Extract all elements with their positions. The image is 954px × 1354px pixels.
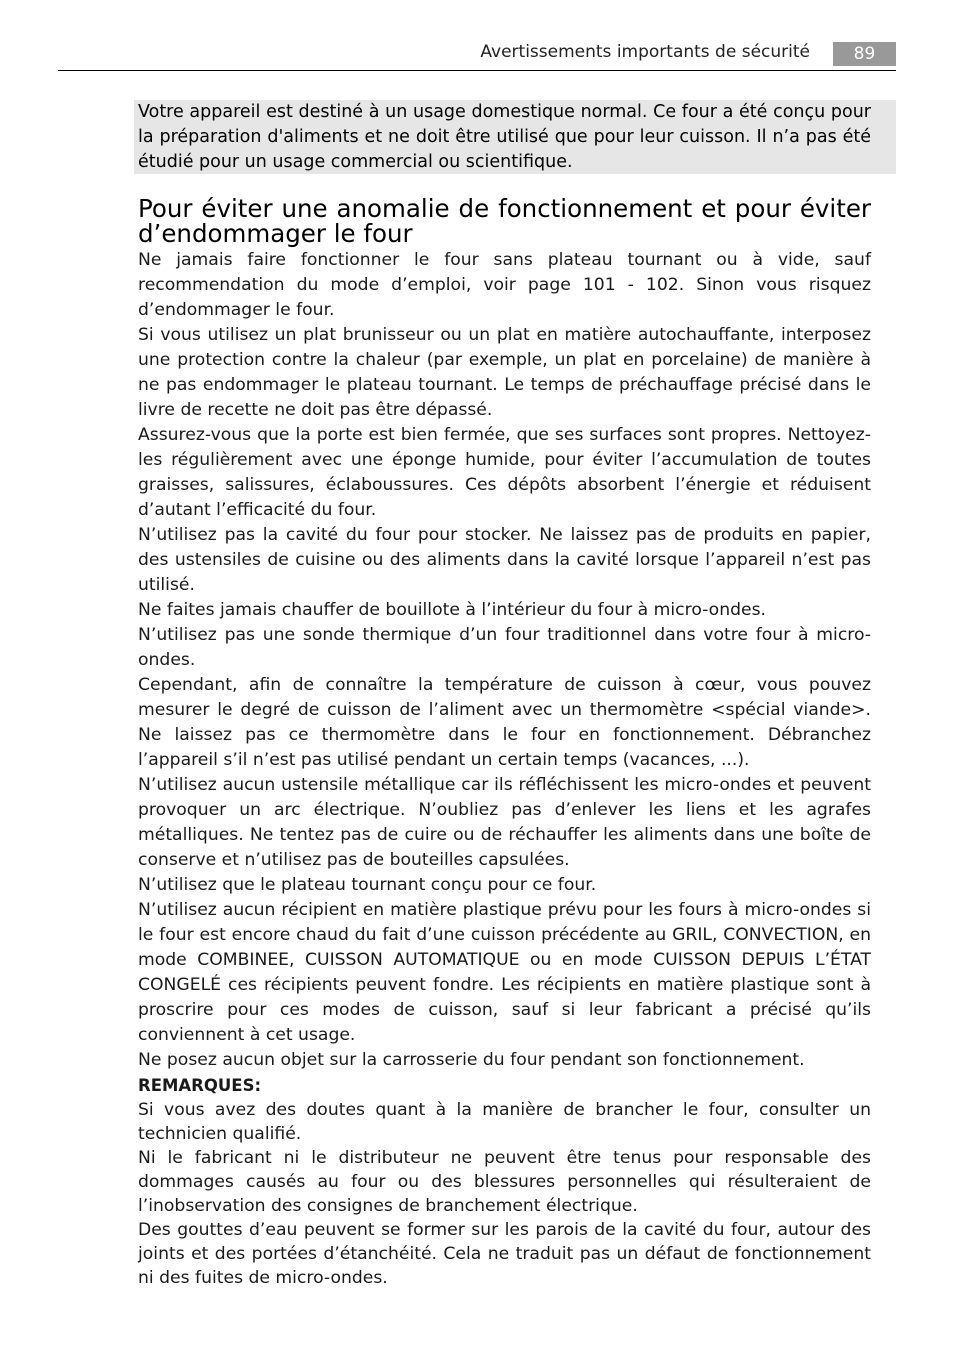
page-number-badge: 89: [833, 42, 896, 66]
paragraph: Ne posez aucun objet sur la carrosserie du four pendant son fonctionnement.: [138, 1050, 805, 1070]
page-header: [58, 40, 896, 71]
paragraph: Ne faites jamais chauffer de bouillote à l’intérieur du four à micro-ondes.: [138, 600, 766, 620]
header-title: Avertissements importants de sécurité: [480, 42, 810, 62]
paragraph: N’utilisez aucun récipient en matière plastique prévu pour les fours à micro-ondes si le four est encore chaud du fait d’une cuisson précédente au GRIL, CONVECTION, en mode COMBINEE, CUISSON AUTOMATIQUE ou en mode CUISSON DEPUIS L’ÉTAT CONGELÉ ces récipients peuvent fondre. Les récipients en matière plastique sont à proscrire pour ces modes de cuisson, sauf si leur fabricant a précisé qu’ils conviennent à cet usage.: [138, 900, 871, 1045]
usage-notice-text: Votre appareil est destiné à un usage domestique normal. Ce four a été conçu pour la préparation d'aliments et ne doit être utilisé que pour leur cuisson. Il n’a pas été étudié pour un usage commercial ou scientifique.: [138, 102, 871, 172]
section-body: [138, 248, 871, 1290]
remarks-heading: REMARQUES:: [138, 1076, 262, 1095]
paragraph: Cependant, afin de connaître la température de cuisson à cœur, vous pouvez mesurer le degré de cuisson de l’aliment avec un thermomètre <spécial viande>. Ne laissez pas ce thermomètre dans le four en fonctionnement. Débranchez l’appareil s’il n’est pas utilisé pendant un certain temps (vacances, ...).: [138, 675, 871, 770]
paragraph: Assurez-vous que la porte est bien fermée, que ses surfaces sont propres. Nettoyez-les régulièrement avec une éponge humide, pour éviter l’accumulation de toutes graisses, salissures, éclaboussures. Ces dépôts absorbent l’énergie et réduisent d’autant l’efficacité du four.: [138, 425, 871, 520]
paragraph: Ne jamais faire fonctionner le four sans plateau tournant ou à vide, sauf recommendation du mode d’emploi, voir page 101 - 102. Sinon vous risquez d’endommager le four.: [138, 250, 871, 320]
section-heading: Pour éviter une anomalie de fonctionnement et pour éviter d’endommager le four: [138, 194, 871, 248]
remark-paragraph: Des gouttes d’eau peuvent se former sur les parois de la cavité du four, autour des joints et des portées d’étanchéité. Cela ne traduit pas un défaut de fonctionnement ni des fuites de micro-ondes.: [138, 1220, 871, 1288]
paragraph: N’utilisez pas une sonde thermique d’un four traditionnel dans votre four à micro-ondes.: [138, 625, 871, 670]
usage-notice-box: [134, 100, 896, 174]
paragraph: N’utilisez aucun ustensile métallique car ils réfléchissent les micro-ondes et peuvent provoquer un arc électrique. N’oubliez pas d’enlever les liens et les agrafes métalliques. Ne tentez pas de cuire ou de réchauffer les aliments dans une boîte de conserve et n’utilisez pas de bouteilles capsulées.: [138, 775, 871, 870]
remark-paragraph: Si vous avez des doutes quant à la manière de brancher le four, consulter un technicien qualifié.: [138, 1100, 871, 1144]
paragraph: Si vous utilisez un plat brunisseur ou un plat en matière autochauffante, interposez une protection contre la chaleur (par exemple, un plat en porcelaine) de manière à ne pas endommager le plateau tournant. Le temps de préchauffage précisé dans le livre de recette ne doit pas être dépassé.: [138, 325, 871, 420]
paragraph: N’utilisez pas la cavité du four pour stocker. Ne laissez pas de produits en papier, des ustensiles de cuisine ou des aliments dans la cavité lorsque l’appareil n’est pas utilisé.: [138, 525, 871, 595]
paragraph: N’utilisez que le plateau tournant conçu pour ce four.: [138, 875, 597, 895]
remark-paragraph: Ni le fabricant ni le distributeur ne peuvent être tenus pour responsable des dommages causés au four ou des blessures personnelles qui résulteraient de l’inobservation des consignes de branchement électrique.: [138, 1148, 871, 1216]
